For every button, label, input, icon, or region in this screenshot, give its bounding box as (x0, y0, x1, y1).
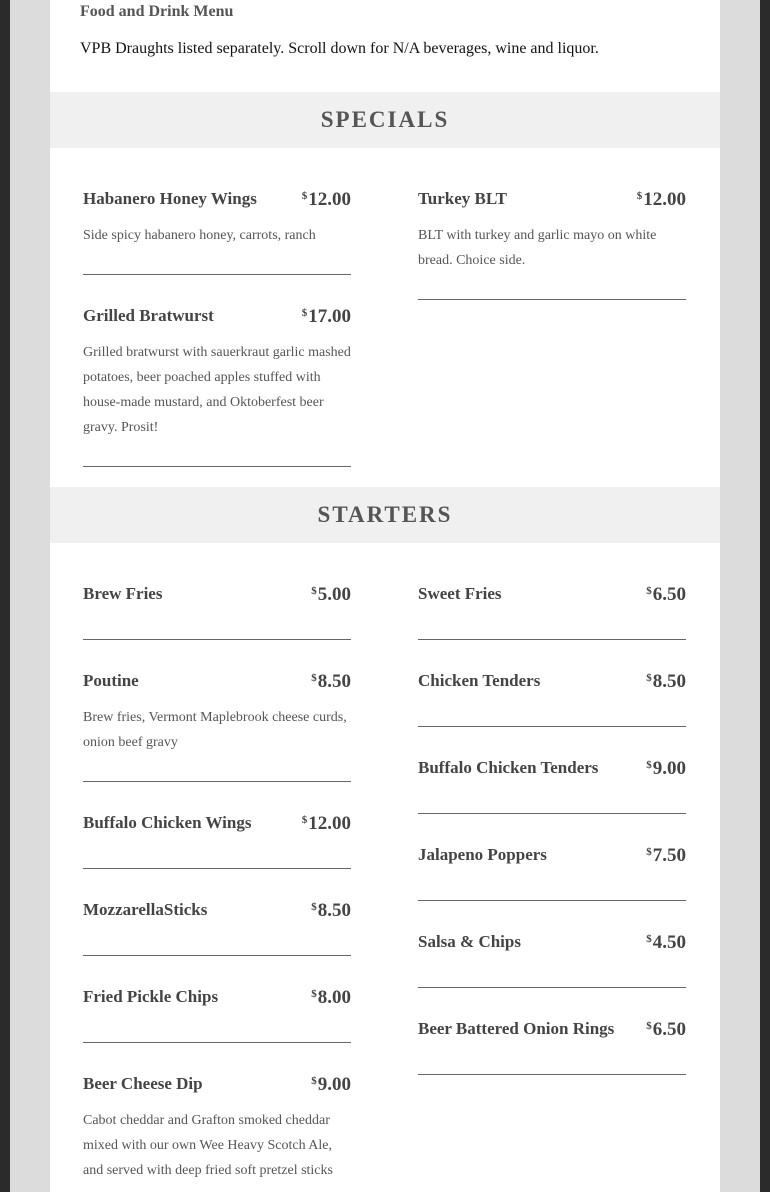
section-title: SPECIALS (320, 107, 450, 132)
item-price: $17.00 (301, 306, 351, 327)
menu-item (418, 845, 686, 901)
menu-item (83, 1074, 351, 1192)
menu-item (418, 584, 686, 640)
item-price: $12.00 (636, 189, 686, 210)
item-name: Habanero Honey Wings (83, 189, 257, 208)
menu-panel (50, 0, 720, 1192)
item-description: BLT with turkey and garlic mayo on white bread. Choice side. (418, 228, 657, 268)
item-name: Grilled Bratwurst (83, 306, 214, 325)
item-price: $8.00 (311, 987, 351, 1008)
item-price: $12.00 (301, 189, 351, 210)
item-description: Brew fries, Vermont Maplebrook cheese curds, onion beef gravy (83, 710, 347, 750)
item-name: Beer Battered Onion Rings (418, 1019, 615, 1038)
menu-item (83, 671, 351, 782)
item-price: $9.00 (311, 1074, 351, 1095)
item-name: Chicken Tenders (418, 671, 541, 690)
item-name: Beer Cheese Dip (83, 1074, 203, 1093)
item-price: $6.50 (646, 1019, 686, 1040)
menu-item (83, 189, 351, 275)
menu-subtitle: VPB Draughts listed separately. Scroll down for N/A beverages, wine and liquor. (80, 40, 599, 57)
section-header-starters (50, 487, 720, 543)
menu-item (418, 1019, 686, 1075)
menu-item (83, 987, 351, 1043)
item-description: Grilled bratwurst with sauerkraut garlic mashed potatoes, beer poached apples stuffed with house-made mustard, and Oktoberfest beer gravy. Prosit! (83, 345, 351, 435)
item-price: $8.50 (311, 671, 351, 692)
menu-item (83, 813, 351, 869)
item-name: Fried Pickle Chips (83, 987, 219, 1006)
item-name: Turkey BLT (418, 189, 507, 208)
section-header-specials (50, 92, 720, 148)
item-price: $5.00 (311, 584, 351, 605)
item-price: $12.00 (301, 813, 351, 834)
menu-item (418, 671, 686, 727)
item-price: $4.50 (646, 932, 686, 953)
page-background (10, 0, 760, 1192)
item-price: $8.50 (311, 900, 351, 921)
item-name: Jalapeno Poppers (418, 845, 547, 864)
menu-item (83, 584, 351, 640)
menu-item (418, 189, 686, 300)
menu-item (418, 932, 686, 988)
menu-item (83, 306, 351, 467)
menu-item (83, 900, 351, 956)
menu-item (418, 758, 686, 814)
item-description: Side spicy habanero honey, carrots, ranch (83, 228, 316, 243)
item-price: $9.00 (646, 758, 686, 779)
item-name: Brew Fries (83, 584, 163, 603)
item-name: Salsa & Chips (418, 932, 521, 951)
item-price: $8.50 (646, 671, 686, 692)
menu-title: Food and Drink Menu (80, 3, 234, 20)
section-title: STARTERS (317, 502, 453, 527)
item-name: Poutine (83, 671, 139, 690)
item-description: Cabot cheddar and Grafton smoked cheddar mixed with our own Wee Heavy Scotch Ale, and served with deep fried soft pretzel sticks (83, 1113, 333, 1178)
item-name: Buffalo Chicken Wings (83, 813, 252, 832)
item-price: $6.50 (646, 584, 686, 605)
item-name: Sweet Fries (418, 584, 502, 603)
item-name: Buffalo Chicken Tenders (418, 758, 599, 777)
item-name: MozzarellaSticks (83, 900, 208, 919)
item-price: $7.50 (646, 845, 686, 866)
